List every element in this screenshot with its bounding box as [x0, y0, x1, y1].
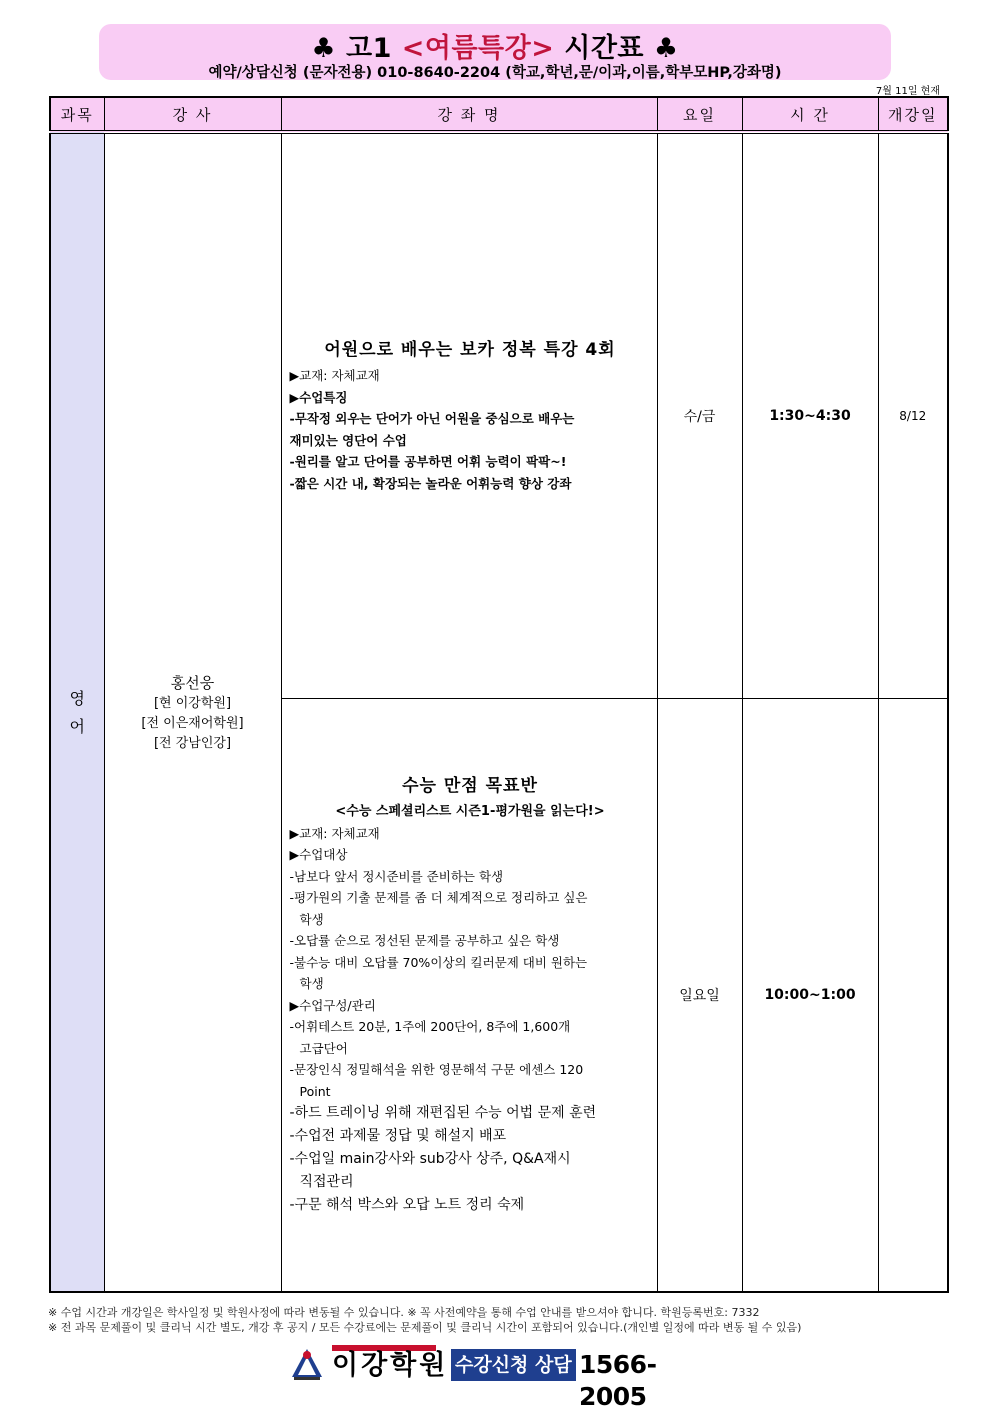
course-cell: 어원으로 배우는 보카 정복 특강 4회 ▶교재: 자체교재 ▶수업특징 -무작정 외우는 단어가 아닌 어원을 중심으로 배우는 재미있는 영단어 수업 -원리를 알고 단어를 공부하면 어휘 능력이 팍팍~! -짧은 시간 내, 확장되는 놀라운 어휘능력 향상 강좌: [281, 132, 657, 698]
title-highlight: <여름특강>: [401, 33, 555, 64]
footnote: ※ 전 과목 문제풀이 및 클리닉 시간 별도, 개강 후 공지 / 모든 수강료에는 문제풀이 및 클리닉 시간이 포함되어 있습니다.(개인별 일정에 따라 변동 될 수 있음): [48, 1321, 802, 1334]
academy-logo-banner: [290, 1345, 710, 1411]
title-banner: [99, 24, 891, 80]
subject-cell: 영 어: [50, 132, 104, 1292]
phone-number: 1566-2005: [579, 1350, 657, 1411]
day-cell: 수/금: [657, 132, 742, 698]
academy-name: 이강학원: [332, 1350, 449, 1381]
as-of-date: 7월 11일 현재: [875, 86, 940, 97]
teacher-name: 홍선웅: [170, 673, 215, 692]
footnote: ※ 수업 시간과 개강일은 학사일정 및 학원사정에 따라 변동될 수 있습니다. ※ 꼭 사전예약을 통해 수업 안내를 받으셔야 합니다. 학원등록번호: 7332: [48, 1306, 760, 1319]
teacher-history: [현 이강학원]: [153, 695, 232, 711]
teacher-cell: [104, 132, 281, 1292]
time-cell: 1:30~4:30: [742, 132, 878, 698]
header-time: 시 간: [742, 97, 878, 132]
start-date-cell: 8/12: [878, 132, 948, 698]
header-start: 개강일: [878, 97, 948, 132]
header-day: 요일: [657, 97, 742, 132]
time-cell: 10:00~1:00: [742, 698, 878, 1292]
header-teacher: 강 사: [104, 97, 281, 132]
timetable: [49, 96, 949, 1293]
page-title: ♣ 고1 <여름특강> 시간표 ♣: [311, 33, 679, 64]
teacher-history: [전 이은재어학원]: [141, 715, 244, 731]
start-date-cell: [878, 698, 948, 1292]
contact-subtitle: 예약/상담신청 (문자전용) 010-8640-2204 (학교,학년,문/이과,이름,학부모HP,강좌명): [208, 65, 782, 81]
enroll-badge: 수강신청 상담: [451, 1349, 576, 1381]
academy-emblem-icon: [290, 1347, 324, 1381]
day-cell: 일요일: [657, 698, 742, 1292]
header-course: 강 좌 명: [281, 97, 657, 132]
header-row: [50, 97, 948, 132]
course-cell: 수능 만점 목표반 <수능 스페셜리스트 시즌1-평가원을 읽는다!> ▶교재: 자체교재 ▶수업대상 -남보다 앞서 정시준비를 준비하는 학생 -평가원의 기출 문제를 좀 더 체계적으로 정리하고 싶은 학생 -오답률 순으로 정선된 문제를 공부하고 싶은 학생 -불수능 대비 오답률 70%이상의 킬러문제 대비 원하는 학생 ▶수업구성/관리 -어휘테스트 20분, 1주에 200단어, 8주에 1,600개 고급단어 -문장인식 정밀해석을 위한 영문해석 구문 에센스 120 Point -하드 트레이닝 위해 재편집된 수능 어법 문제 훈련 -수업전 과제물 정답 및 해설지 배포 -수업일 main강사와 sub강사 상주, Q&A재시 직접관리 -구문 해석 박스와 오답 노트 정리 숙제: [281, 698, 657, 1292]
course-title: 어원으로 배우는 보카 정복 특강 4회: [324, 340, 616, 361]
course-title: 수능 만점 목표반: [402, 775, 538, 796]
table-row: [50, 132, 948, 698]
teacher-history: [전 강남인강]: [153, 735, 232, 751]
footnotes: [48, 1305, 801, 1335]
header-subject: 과목: [50, 97, 104, 132]
course-subtitle: <수능 스페셜리스트 시즌1-평가원을 읽는다!>: [335, 803, 605, 819]
